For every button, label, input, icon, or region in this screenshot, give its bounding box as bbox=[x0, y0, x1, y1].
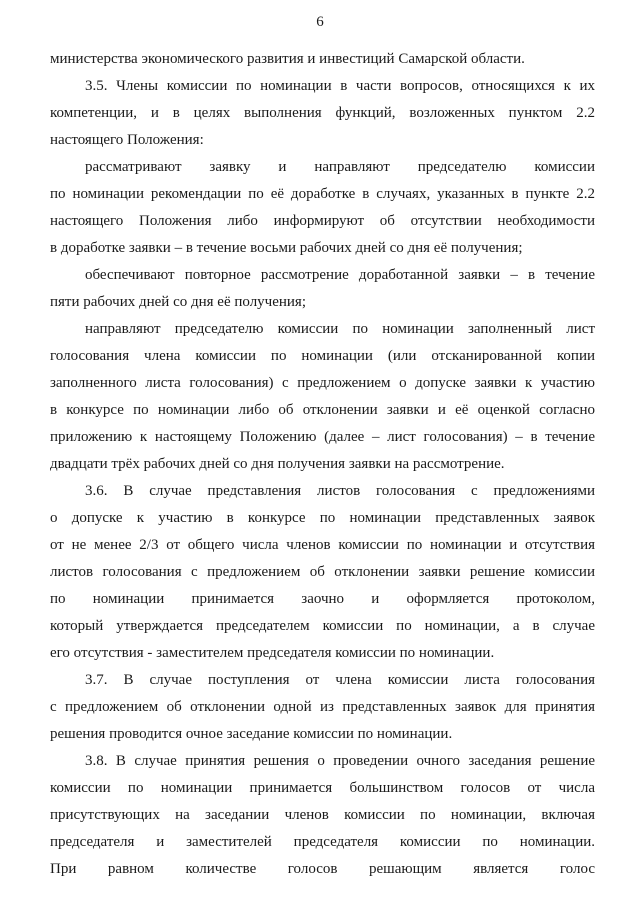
text-line: При равном количестве голосов решающим является голос bbox=[50, 861, 595, 877]
text-line: пяти рабочих дней со дня её получения; bbox=[50, 294, 306, 310]
text-line: по номинации рекомендации по её доработке в случаях, указанных в пункте 2.2 bbox=[50, 186, 595, 202]
page-number: 6 bbox=[316, 14, 324, 30]
text-line: рассматривают заявку и направляют председателю комиссии bbox=[85, 159, 595, 175]
text-line: двадцати трёх рабочих дней со дня получения заявки на рассмотрение. bbox=[50, 456, 505, 472]
text-line: присутствующих на заседании членов комиссии по номинации, включая bbox=[50, 807, 595, 823]
text-line: 3.8. В случае принятия решения о проведении очного заседания решение bbox=[85, 753, 595, 769]
text-line: в доработке заявки – в течение восьми рабочих дней со дня её получения; bbox=[50, 240, 523, 256]
text-line: направляют председателю комиссии по номинации заполненный лист bbox=[85, 321, 595, 337]
text-line: решения проводится очное заседание комиссии по номинации. bbox=[50, 726, 453, 742]
text-line: настоящего Положения: bbox=[50, 132, 204, 148]
text-line: заполненного листа голосования) с предложением о допуске заявки к участию bbox=[50, 375, 595, 391]
text-line: голосования члена комиссии по номинации (или отсканированной копии bbox=[50, 348, 595, 364]
text-line: обеспечивают повторное рассмотрение доработанной заявки – в течение bbox=[85, 267, 595, 283]
text-line: приложению к настоящему Положению (далее – лист голосования) – в течение bbox=[50, 429, 595, 445]
text-line: настоящего Положения либо информируют об отсутствии необходимости bbox=[50, 213, 595, 229]
text-line: с предложением об отклонении одной из представленных заявок для принятия bbox=[50, 699, 595, 715]
text-line: по номинации принимается заочно и оформляется протоколом, bbox=[50, 591, 595, 607]
text-line: председателя и заместителей председателя комиссии по номинации. bbox=[50, 834, 595, 850]
text-line: его отсутствия - заместителем председателя комиссии по номинации. bbox=[50, 645, 495, 661]
text-line: 3.7. В случае поступления от члена комиссии листа голосования bbox=[85, 672, 595, 688]
text-line: листов голосования с предложением об отклонении заявки решение комиссии bbox=[50, 564, 595, 580]
text-line: 3.6. В случае представления листов голосования с предложениями bbox=[85, 483, 595, 499]
text-line: от не менее 2/3 от общего числа членов комиссии по номинации и отсутствия bbox=[50, 537, 595, 553]
text-line: о допуске к участию в конкурсе по номинации представленных заявок bbox=[50, 510, 595, 526]
text-line: в конкурсе по номинации либо об отклонении заявки и её оценкой согласно bbox=[50, 402, 595, 418]
text-line: министерства экономического развития и инвестиций Самарской области. bbox=[50, 51, 525, 67]
text-line: который утверждается председателем комиссии по номинации, а в случае bbox=[50, 618, 595, 634]
text-line: компетенции, и в целях выполнения функций, возложенных пунктом 2.2 bbox=[50, 105, 595, 121]
text-line: 3.5. Члены комиссии по номинации в части вопросов, относящихся к их bbox=[85, 78, 595, 94]
text-line: комиссии по номинации принимается большинством голосов от числа bbox=[50, 780, 595, 796]
